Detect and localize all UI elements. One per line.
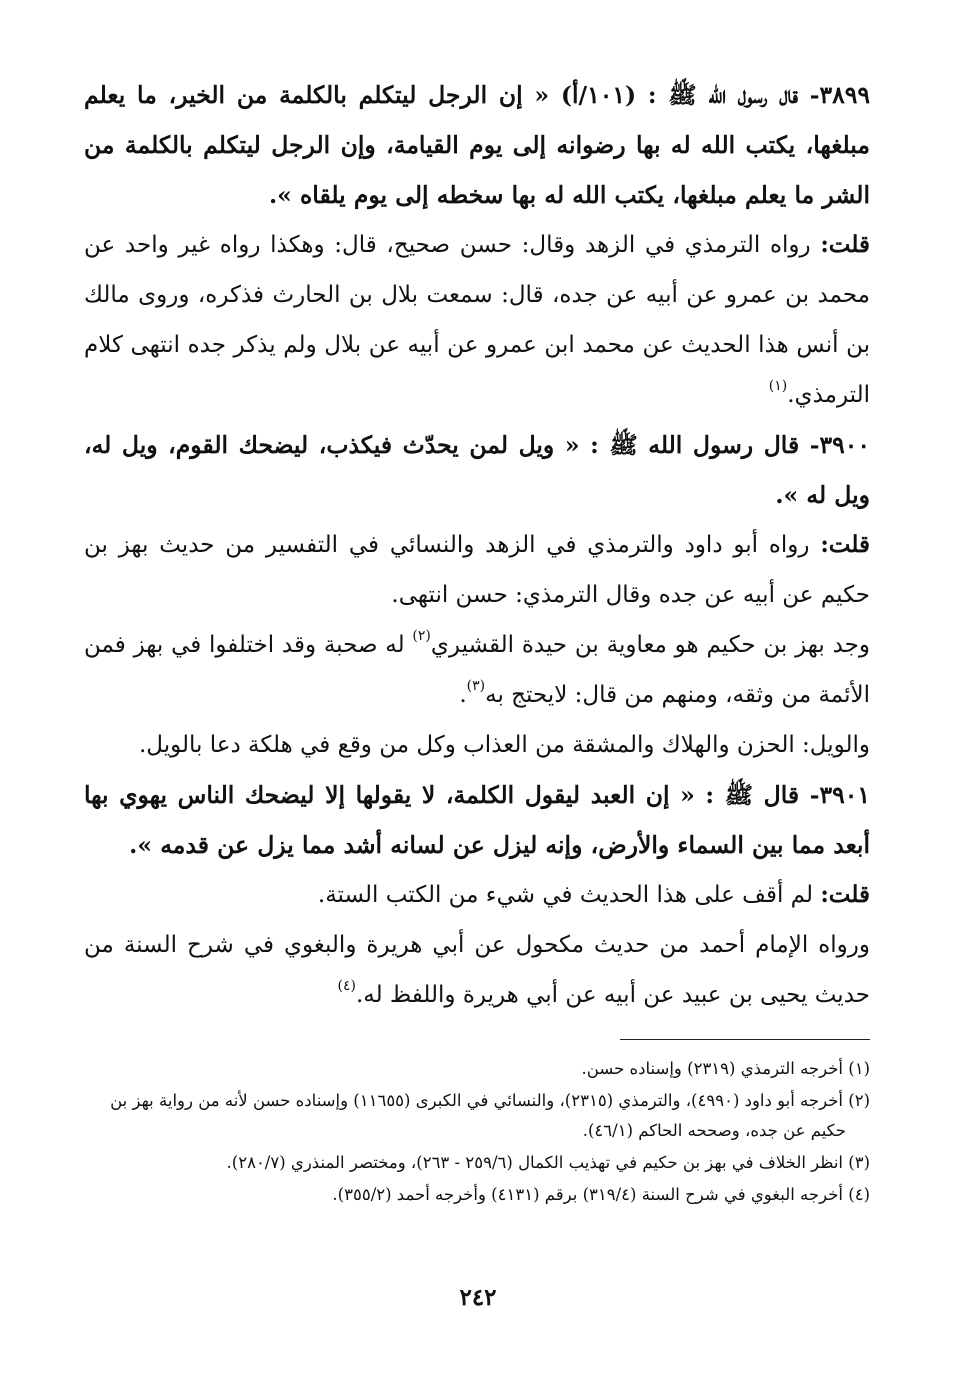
hadith-3900-text: ٣٩٠٠- قال رسول الله ﷺ : « ويل لمن يحدّث فيكذب، ليضحك القوم، ويل له، ويل له ». (84, 431, 870, 509)
narrator-note-text-continued: له صحبة وقد اختلفوا في بهز فمن الأئمة من وثقه، ومنهم من قال: لايحتج به (84, 632, 870, 708)
footnote-divider (620, 1039, 870, 1040)
source-paragraph (84, 920, 870, 1020)
commentary-text: رواه الترمذي في الزهد وقال: حسن صحيح، قال: وهكذا رواه غير واحد عن محمد بن عمرو عن أبيه عن جده، قال: سمعت بلال بن الحارث فذكره، وروى مالك بن أنس هذا الحديث عن محمد ابن عمرو عن أبيه عن بلال ولم يذكر جده انتهى كلام الترمذي. (84, 232, 870, 408)
commentary-text: لم أقف على هذا الحديث في شيء من الكتب الستة. (317, 882, 821, 908)
footnote-ref-1: (١) (768, 378, 788, 394)
footnote-ref-4: (٤) (337, 978, 356, 994)
footnote-4: (٤) أخرجه البغوي في شرح السنة (٣١٩/٤) برقم (٤١٣١) وأخرجه أحمد (٣٥٥/٢). (332, 1185, 870, 1204)
commentary-label: قلت: (820, 231, 870, 258)
page-number: ٢٤٢ (459, 1284, 497, 1311)
hadith-3899-commentary (84, 220, 870, 420)
hadith-3899-text: ٣٨٩٩- قال رسول الله ﷺ : (١٠١/أ) « إن الرجل ليتكلم بالكلمة من الخير، ما يعلم مبلغها، يكتب الله له بها رضوانه إلى يوم القيامة، وإن الرجل ليتكلم بالكلمة من الشر ما يعلم مبلغها، يكتب الله له بها سخطه إلى يوم يلقاه ». (84, 81, 870, 209)
footnote-2: (٢) أخرجه أبو داود (٤٩٩٠)، والترمذي (٢٣١٥)، والنسائي في الكبرى (١١٦٥٥) وإسناده حسن لأنه من رواية بهز بن حكيم عن جده، وصححه الحاكم (٤٦/١). (110, 1091, 870, 1140)
commentary-label: قلت: (820, 881, 870, 908)
main-text (84, 70, 870, 1020)
footnote-1: (١) أخرجه الترمذي (٢٣١٩) وإسناده حسن. (581, 1059, 870, 1078)
narrator-note-text: وجد بهز بن حكيم هو معاوية بن حيدة القشيري (430, 632, 870, 658)
source-text: ورواه الإمام أحمد من حديث مكحول عن أبي هريرة والبغوي في شرح السنة من حديث يحيى بن عبيد عن أبيه عن أبي هريرة واللفظ له. (84, 932, 870, 1008)
footnote-3: (٣) انظر الخلاف في بهز بن حكيم في تهذيب الكمال (٢٥٩/٦ - ٢٦٣)، ومختصر المنذري (٢٨٠/٧). (226, 1153, 870, 1172)
commentary-text: رواه أبو داود والترمذي في الزهد والنسائي في التفسير من حديث بهز بن حكيم عن أبيه عن جده وقال الترمذي: حسن انتهى. (84, 532, 870, 608)
footnotes (84, 1054, 870, 1212)
footnote-ref-3: (٣) (466, 678, 486, 694)
definition-paragraph: والويل: الحزن والهلاك والمشقة من العذاب وكل من وقع في هلكة دعا بالويل. (138, 732, 870, 758)
narrator-note (84, 620, 870, 720)
narrator-note-end: . (459, 682, 467, 708)
hadith-3901-text: ٣٩٠١- قال ﷺ : « إن العبد ليقول الكلمة، لا يقولها إلا ليضحك الناس يهوي بها أبعد مما بين السماء والأرض، وإنه ليزل عن لسانه أشد مما يزل عن قدمه ». (84, 781, 870, 859)
hadith-3900-commentary (84, 520, 870, 620)
footnote-ref-2: (٢) (412, 628, 431, 644)
commentary-label: قلت: (820, 531, 870, 558)
hadith-3901-commentary (84, 870, 870, 920)
